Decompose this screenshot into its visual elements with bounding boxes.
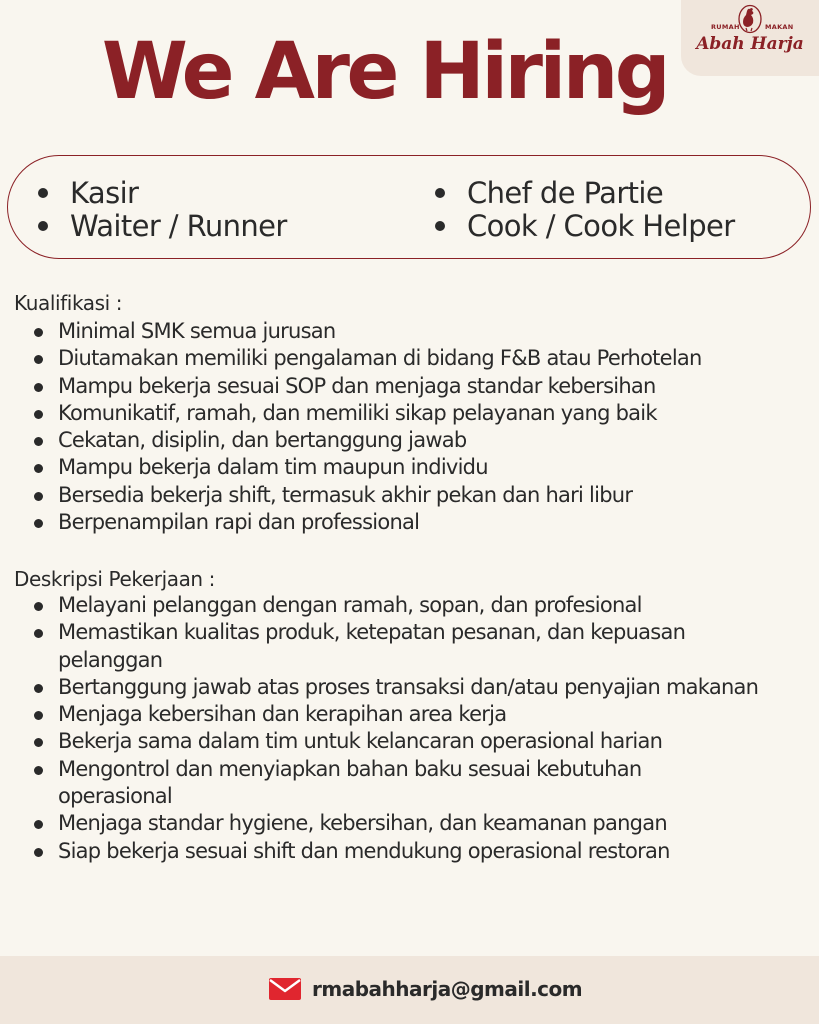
list-item: Memastikan kualitas produk, ketepatan pesanan, dan kepuasan xyxy=(58,619,758,646)
position-item: Waiter / Runner xyxy=(70,210,287,242)
bullet-icon xyxy=(34,464,43,473)
position-item: Kasir xyxy=(70,177,138,209)
list-item: Mampu bekerja dalam tim maupun individu xyxy=(58,454,702,481)
bullet-icon xyxy=(435,221,445,231)
bullet-icon xyxy=(34,684,43,693)
position-item: Cook / Cook Helper xyxy=(467,210,735,242)
list-item: Menjaga standar hygiene, kebersihan, dan keamanan pangan xyxy=(58,810,758,837)
list-item: Menjaga kebersihan dan kerapihan area kerja xyxy=(58,701,758,728)
headline: We Are Hiring xyxy=(101,27,668,117)
list-item: Diutamakan memiliki pengalaman di bidang F&B atau Perhotelan xyxy=(58,345,702,372)
bullet-icon xyxy=(34,437,43,446)
qualifications-list xyxy=(58,318,702,536)
job-description-title: Deskripsi Pekerjaan : xyxy=(14,567,216,591)
contact-footer xyxy=(0,956,819,1024)
job-description-list xyxy=(58,592,758,865)
positions-box xyxy=(7,155,811,259)
mail-icon xyxy=(268,977,302,1001)
list-item-continuation: operasional xyxy=(58,784,172,809)
position-item: Chef de Partie xyxy=(467,177,663,209)
qualifications-title: Kualifikasi : xyxy=(14,291,123,315)
list-item: Mengontrol dan menyiapkan bahan baku sesuai kebutuhan xyxy=(58,756,758,783)
bullet-icon xyxy=(34,383,43,392)
brand-small-right: MAKAN xyxy=(765,23,794,31)
list-item: Melayani pelanggan dengan ramah, sopan, dan profesional xyxy=(58,592,758,619)
bullet-icon xyxy=(34,766,43,775)
list-item: Bekerja sama dalam tim untuk kelancaran operasional harian xyxy=(58,728,758,755)
bullet-icon xyxy=(34,492,43,501)
list-item: Bersedia bekerja shift, termasuk akhir pekan dan hari libur xyxy=(58,482,702,509)
bullet-icon xyxy=(34,820,43,829)
brand-small-left: RUMAH xyxy=(711,23,740,31)
list-item: Berpenampilan rapi dan professional xyxy=(58,509,702,536)
bullet-icon xyxy=(435,188,445,198)
bullet-icon xyxy=(38,188,48,198)
bullet-icon xyxy=(34,328,43,337)
bullet-icon xyxy=(34,848,43,857)
contact-email-link[interactable]: rmabahharja@gmail.com xyxy=(312,977,583,1001)
bullet-icon xyxy=(38,221,48,231)
bullet-icon xyxy=(34,355,43,364)
bullet-icon xyxy=(34,629,43,638)
bullet-icon xyxy=(34,602,43,611)
list-item: Cekatan, disiplin, dan bertanggung jawab xyxy=(58,427,702,454)
list-item: Siap bekerja sesuai shift dan mendukung operasional restoran xyxy=(58,838,758,865)
brand-name: Abah Harja xyxy=(696,34,804,54)
bullet-icon xyxy=(34,738,43,747)
bullet-icon xyxy=(34,519,43,528)
list-item: Komunikatif, ramah, dan memiliki sikap pelayanan yang baik xyxy=(58,400,702,427)
list-item: Mampu bekerja sesuai SOP dan menjaga standar kebersihan xyxy=(58,373,702,400)
list-item: Minimal SMK semua jurusan xyxy=(58,318,702,345)
bullet-icon xyxy=(34,711,43,720)
list-item-continuation: pelanggan xyxy=(58,647,163,672)
list-item: Bertanggung jawab atas proses transaksi dan/atau penyajian makanan xyxy=(58,674,758,701)
bullet-icon xyxy=(34,410,43,419)
